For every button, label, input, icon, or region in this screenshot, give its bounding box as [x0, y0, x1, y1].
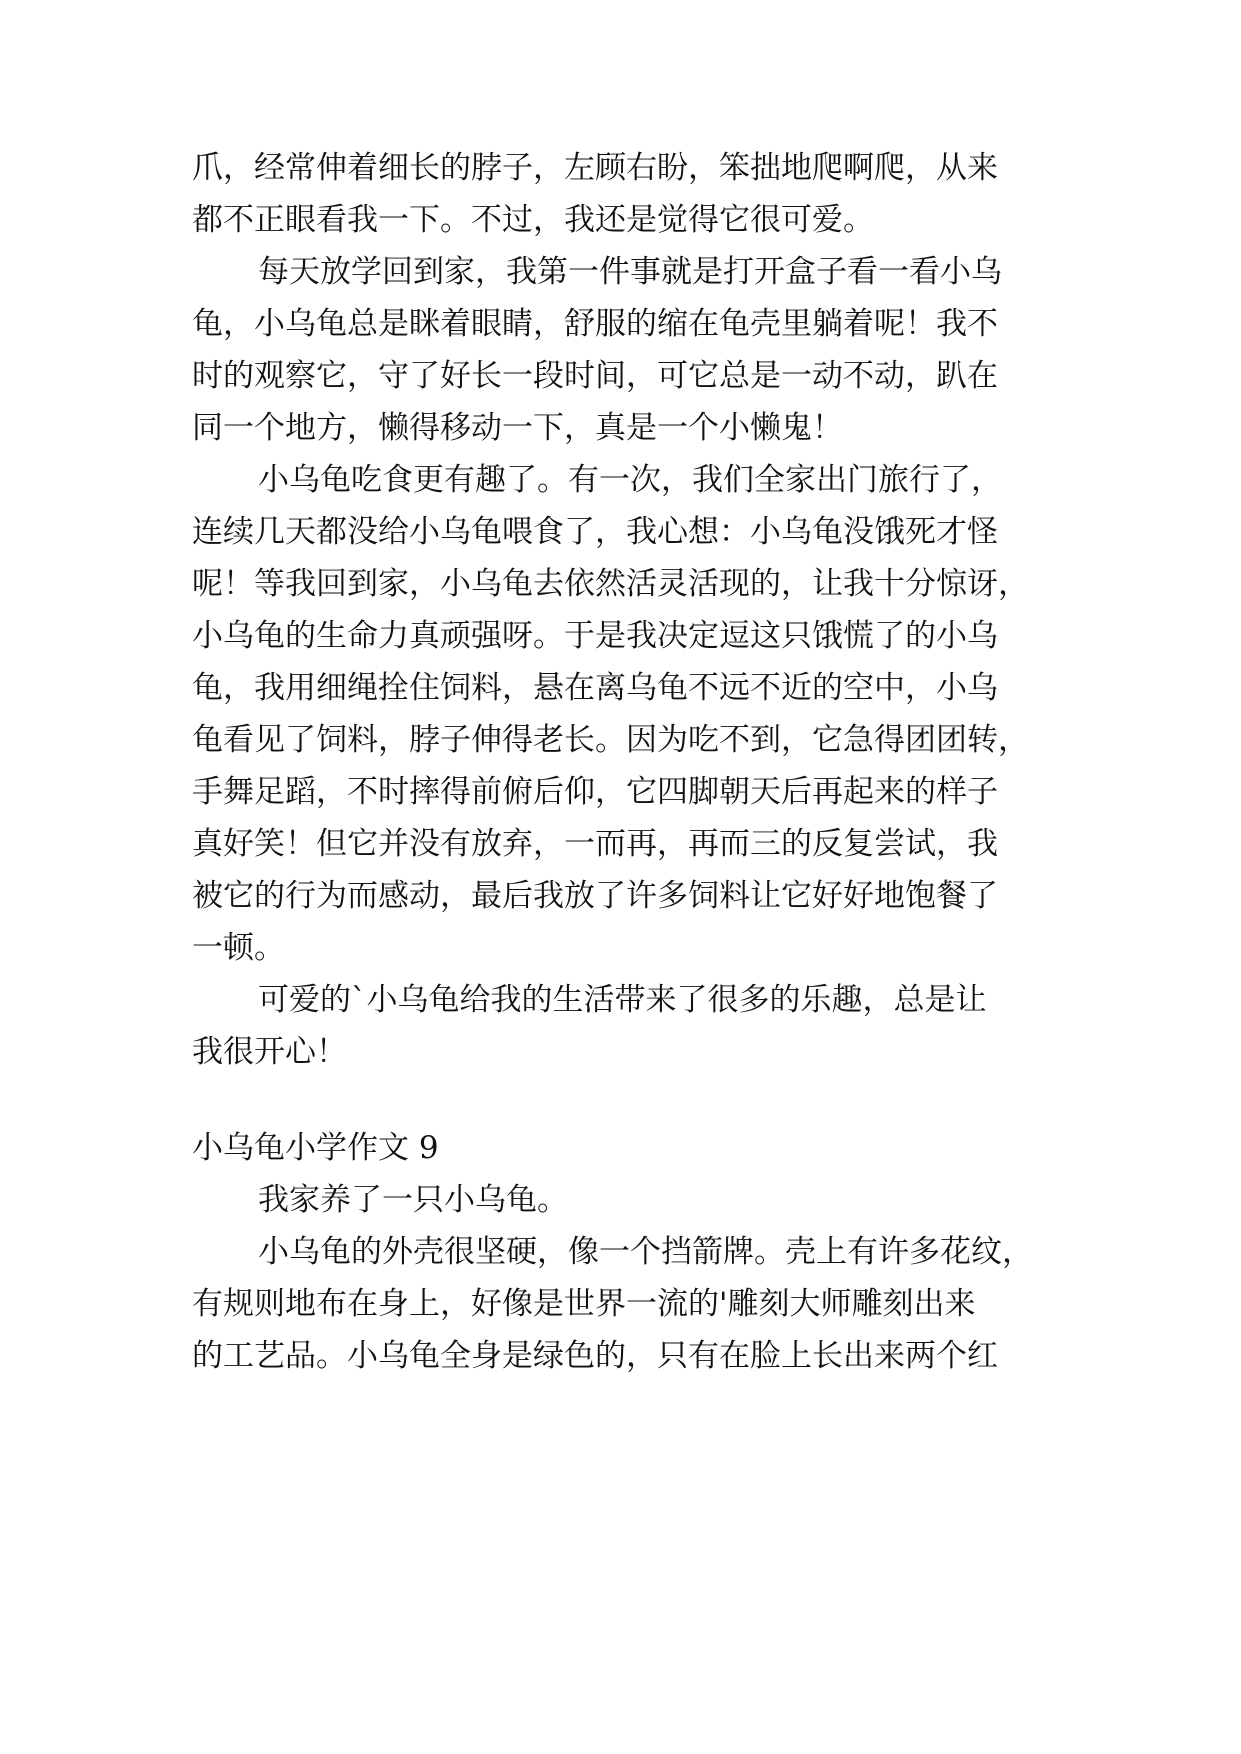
text-line: 我家养了一只小乌龟。	[258, 1182, 568, 1218]
text-line: 龟，小乌龟总是眯着眼睛，舒服的缩在龟壳里躺着呢！我不	[192, 306, 998, 342]
text-line: 龟看见了饲料，脖子伸得老长。因为吃不到，它急得团团转，	[192, 722, 1029, 758]
text-line: 被它的行为而感动，最后我放了许多饲料让它好好地饱餐了	[192, 878, 998, 914]
text-line: 时的观察它，守了好长一段时间，可它总是一动不动，趴在	[192, 358, 998, 394]
text-line: 我很开心！	[192, 1034, 347, 1070]
text-line: 的工艺品。小乌龟全身是绿色的，只有在脸上长出来两个红	[192, 1338, 998, 1374]
text-line: 小乌龟的生命力真顽强呀。于是我决定逗这只饿慌了的小乌	[192, 618, 998, 654]
text-line: 龟，我用细绳拴住饲料，悬在离乌龟不远不近的空中，小乌	[192, 670, 998, 706]
text-line: 都不正眼看我一下。不过，我还是觉得它很可爱。	[192, 202, 874, 238]
section-heading: 小乌龟小学作文 9	[192, 1130, 439, 1166]
text-line: 爪，经常伸着细长的脖子，左顾右盼，笨拙地爬啊爬，从来	[192, 150, 998, 186]
text-line: 每天放学回到家，我第一件事就是打开盒子看一看小乌	[258, 254, 1002, 290]
text-line: 呢！等我回到家，小乌龟去依然活灵活现的，让我十分惊讶，	[192, 566, 1029, 602]
text-line: 小乌龟的外壳很坚硬，像一个挡箭牌。壳上有许多花纹，	[258, 1234, 1033, 1270]
text-line: 连续几天都没给小乌龟喂食了，我心想：小乌龟没饿死才怪	[192, 514, 998, 550]
text-line: 小乌龟吃食更有趣了。有一次，我们全家出门旅行了，	[258, 462, 1002, 498]
text-line: 手舞足蹈，不时摔得前俯后仰，它四脚朝天后再起来的样子	[192, 774, 998, 810]
text-line: 真好笑！但它并没有放弃，一而再，再而三的反复尝试，我	[192, 826, 998, 862]
text-line: 可爱的`小乌龟给我的生活带来了很多的乐趣，总是让	[258, 982, 987, 1018]
text-line: 有规则地布在身上，好像是世界一流的'雕刻大师雕刻出来	[192, 1286, 976, 1322]
text-line: 同一个地方，懒得移动一下，真是一个小懒鬼！	[192, 410, 843, 446]
text-line: 一顿。	[192, 930, 285, 966]
